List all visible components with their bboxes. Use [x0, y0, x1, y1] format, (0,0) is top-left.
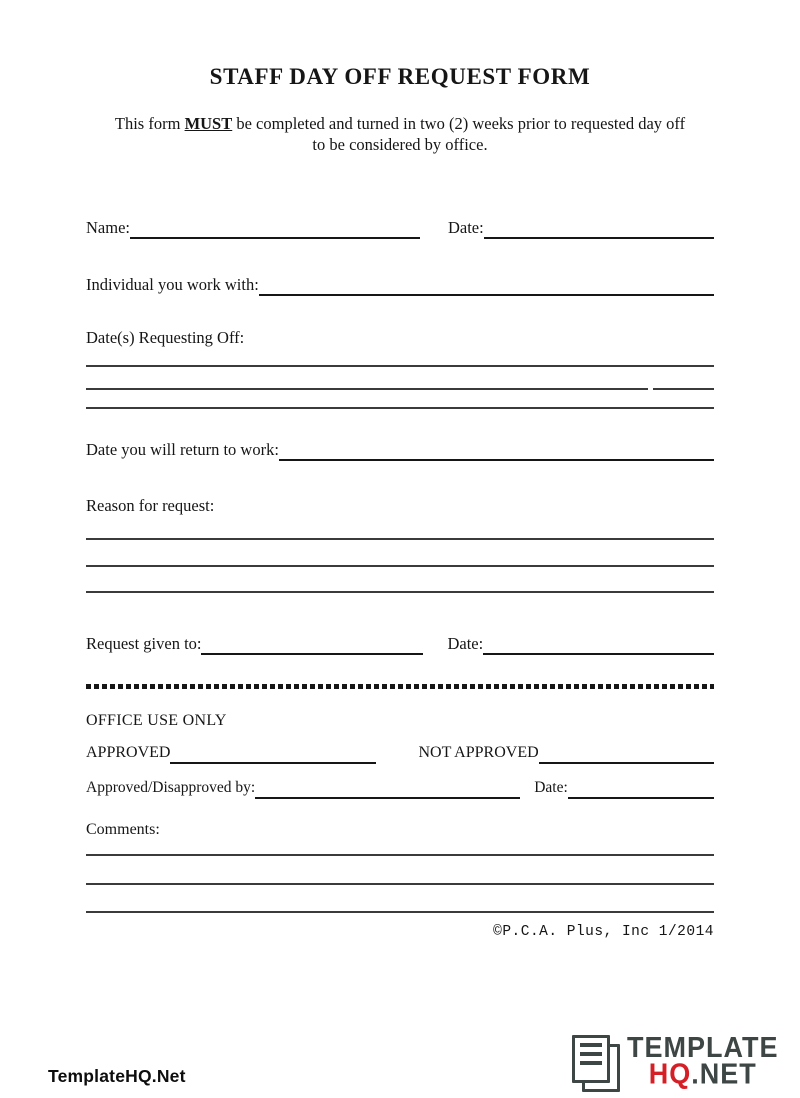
return-date-label: Date you will return to work: — [86, 439, 279, 459]
form-title: STAFF DAY OFF REQUEST FORM — [209, 64, 591, 89]
page — [0, 63, 800, 1098]
instructions-line1-rest: be completed and turned in two (2) weeks prior to requested day off — [232, 113, 686, 133]
front-page-shape — [572, 1035, 610, 1083]
document-pages-icon — [572, 1035, 620, 1092]
request-given-input-line[interactable] — [201, 633, 423, 655]
request-given-row — [86, 633, 714, 655]
text-line-bar — [580, 1043, 602, 1047]
not-approved-input-line[interactable] — [539, 742, 714, 764]
approved-by-label: Approved/Disapproved by: — [86, 778, 256, 796]
templatehq-logo — [572, 1031, 779, 1092]
logo-hq: HQ — [648, 1058, 692, 1090]
comments-writing-line-2[interactable] — [86, 883, 714, 885]
approved-row — [86, 742, 714, 764]
text-line-bar — [580, 1052, 602, 1056]
watermark-text: TemplateHQ.Net — [48, 1066, 186, 1086]
comments-writing-line-1[interactable] — [86, 854, 714, 856]
logo-wordmark — [627, 1031, 779, 1090]
instructions-prefix: This form — [114, 113, 185, 133]
approved-input-line[interactable] — [170, 742, 376, 764]
dotted-divider — [86, 684, 714, 689]
office-date-label: Date: — [534, 778, 568, 796]
individual-label: Individual you work with: — [86, 274, 259, 294]
not-approved-label: NOT APPROVED — [418, 743, 539, 761]
writing-line-segment — [653, 388, 714, 390]
date-label: Date: — [447, 217, 484, 237]
request-date-input-line[interactable] — [483, 633, 714, 655]
instructions-line2: to be considered by office. — [312, 134, 488, 154]
copyright-notice: ©P.C.A. Plus, Inc 1/2014 — [493, 923, 714, 940]
name-date-row — [86, 217, 714, 239]
approved-by-row — [86, 777, 714, 799]
logo-net: .NET — [691, 1058, 757, 1090]
dates-off-writing-line-3[interactable] — [86, 407, 714, 409]
comments-writing-line-3[interactable] — [86, 911, 714, 913]
logo-line2 — [627, 1058, 779, 1090]
reason-writing-line-1[interactable] — [86, 538, 714, 540]
dates-off-writing-line-1[interactable] — [86, 365, 714, 367]
return-date-row — [86, 439, 714, 461]
individual-input-line[interactable] — [259, 274, 714, 296]
individual-row — [86, 274, 714, 296]
approved-by-input-line[interactable] — [255, 777, 520, 799]
request-date-label: Date: — [447, 633, 484, 653]
reason-label: Reason for request: — [86, 495, 215, 515]
instructions-emphasis: MUST — [184, 113, 233, 133]
office-use-header: OFFICE USE ONLY — [86, 711, 227, 729]
form-instructions — [86, 113, 714, 155]
return-date-input-line[interactable] — [279, 439, 714, 461]
logo-line1: TEMPLATE — [627, 1031, 779, 1064]
comments-label: Comments: — [86, 820, 160, 838]
text-line-bar — [580, 1061, 602, 1065]
name-label: Name: — [86, 217, 130, 237]
writing-line-segment — [86, 388, 648, 390]
office-date-input-line[interactable] — [568, 777, 714, 799]
date-input-line[interactable] — [484, 217, 714, 239]
form-document — [0, 63, 800, 940]
dates-off-label: Date(s) Requesting Off: — [86, 327, 245, 347]
reason-writing-line-3[interactable] — [86, 591, 714, 593]
request-given-label: Request given to: — [86, 633, 202, 653]
name-input-line[interactable] — [130, 217, 420, 239]
approved-label: APPROVED — [86, 743, 171, 761]
reason-writing-line-2[interactable] — [86, 565, 714, 567]
